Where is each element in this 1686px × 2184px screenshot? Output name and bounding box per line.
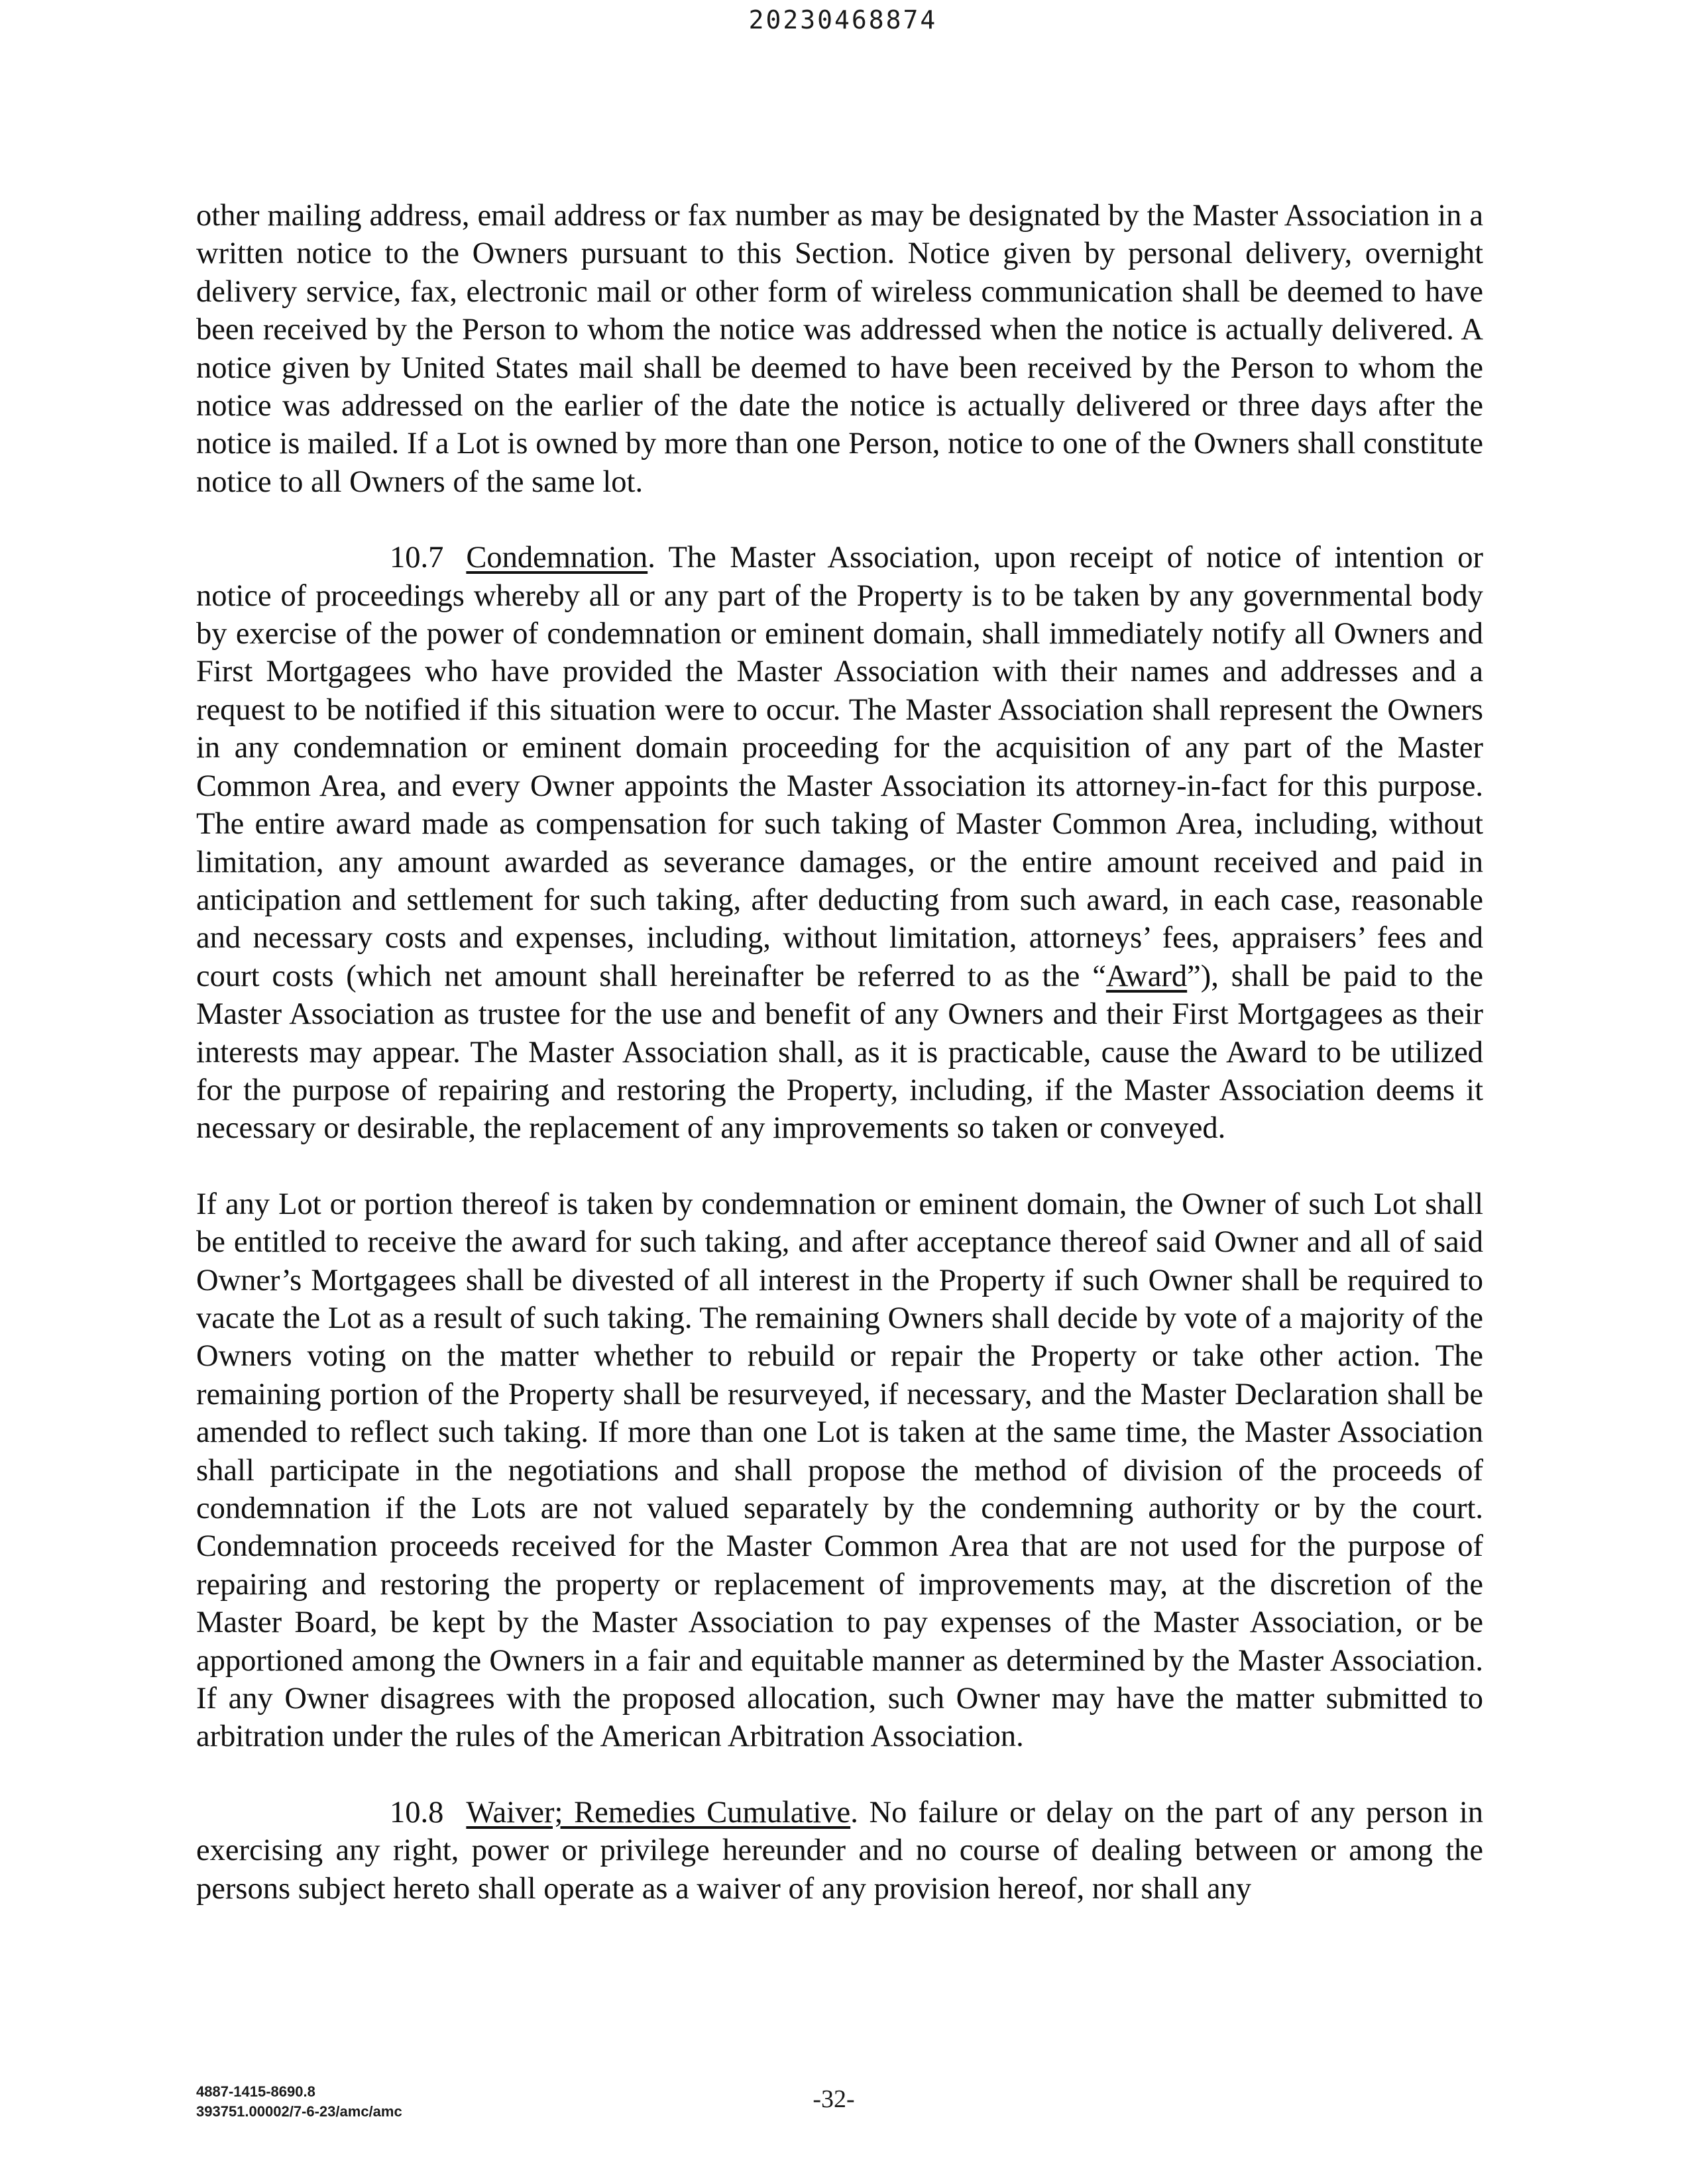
lot-condemnation-paragraph: If any Lot or portion thereof is taken by condemnation or eminent domain, the Owner of such Lot shall be entitled to receive the award for such taking, and after acceptance thereof said Owner and all of said Owner’s Mortgagees shall be divested of all interest in the Property if such Owner shall be required to vacate the Lot as a result of such taking. The remaining Owners shall decide by vote of a majority of the Owners voting on the matter whether to rebuild or repair the Property or take other action. The remaining portion of the Property shall be resurveyed, if necessary, and the Master Declaration shall be amended to reflect such taking. If more than one Lot is taken at the same time, the Master Association shall participate in the negotiations and shall propose the method of division of the proceeds of condemnation if the Lots are not valued separately by the condemning authority or by the court. Condemnation proceeds received for the Master Common Area that are not used for the purpose of repairing and restoring the property or replacement of improvements may, at the discretion of the Master Board, be kept by the Master Association to pay expenses of the Master Association, or be apportioned among the Owners in a fair and equitable manner as determined by the Master Association. If any Owner disagrees with the proposed allocation, such Owner may have the matter submitted to arbitration under the rules of the American Arbitration Association. <box>196 1187 1483 1754</box>
document-body <box>196 197 1483 1908</box>
section-text-continued: ”), shall be paid to the Master Association as trustee for the use and benefit of any Owners and their First Mortgagees as their interests may appear. The Master Association shall, as it is practicable, cause the Award to be utilized for the purpose of repairing and restoring the Property, including, if the Master Association deems it necessary or desirable, the replacement of any improvements so taken or conveyed. <box>196 959 1483 1146</box>
recording-number: 20230468874 <box>748 5 938 34</box>
footer-file-ref: 393751.00002/7-6-23/amc/amc <box>196 2103 402 2120</box>
section-number: 10.8 <box>390 1795 444 1829</box>
section-title: Waiver; Remedies Cumulative <box>466 1795 851 1829</box>
section-text: . No failure or delay on the part of any person in exercising any right, power or privilege hereunder and no course of dealing between or among the persons subject hereto shall operate as a waiver of any provision hereof, nor shall any <box>196 1795 1483 1906</box>
section-10-7-condemnation <box>196 539 1483 1148</box>
defined-term-award: Award <box>1105 959 1188 993</box>
section-title: Condemnation <box>466 541 648 575</box>
section-10-8-waiver <box>196 1794 1483 1908</box>
footer-document-ids <box>196 2082 402 2122</box>
section-text: . The Master Association, upon receipt of notice of intention or notice of proceedings whereby all or any part of the Property is to be taken by any governmental body by exercise of the power of condemnation or eminent domain, shall immediately notify all Owners and First Mortgagees who have provided the Master Association with their names and addresses and a request to be notified if this situation were to occur. The Master Association shall represent the Owners in any condemnation or eminent domain proceeding for the acquisition of any part of the Master Common Area, and every Owner appoints the Master Association its attorney-in-fact for this purpose. The entire award made as compensation for such taking of Master Common Area, including, without limitation, any amount awarded as severance damages, or the entire amount received and paid in anticipation and settlement for such taking, after deducting from such award, in each case, reasonable and necessary costs and expenses, including, without limitation, attorneys’ fees, appraisers’ fees and court costs (which net amount shall hereinafter be referred to as the “ <box>196 541 1483 993</box>
section-number: 10.7 <box>390 541 444 575</box>
footer-doc-id: 4887-1415-8690.8 <box>196 2083 315 2100</box>
page-number: -32- <box>813 2085 855 2113</box>
notice-paragraph-continuation: other mailing address, email address or fax number as may be designated by the Master Association in a written notice to the Owners pursuant to this Section. Notice given by personal delivery, overnight delivery service, fax, electronic mail or other form of wireless communication shall be deemed to have been received by the Person to whom the notice was addressed when the notice is actually delivered. A notice given by United States mail shall be deemed to have been received by the Person to whom the notice was addressed on the earlier of the date the notice is actually delivered or three days after the notice is mailed. If a Lot is owned by more than one Person, notice to one of the Owners shall constitute notice to all Owners of the same lot. <box>196 199 1483 499</box>
